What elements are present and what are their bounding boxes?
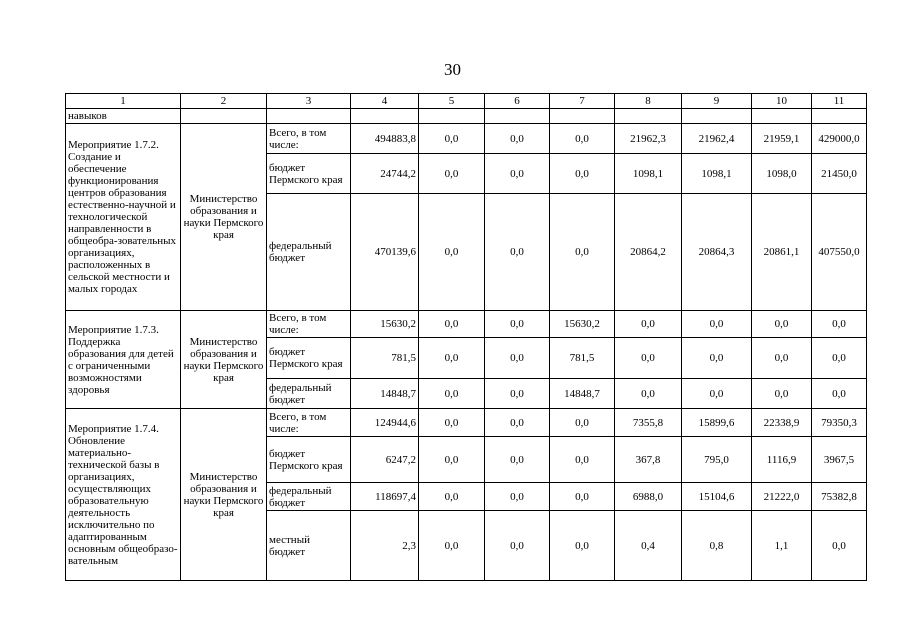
amount-cell: 1098,1: [615, 154, 682, 194]
amount-cell: 0,0: [682, 379, 752, 409]
amount-cell: 0,4: [615, 511, 682, 581]
amount-cell: 0,0: [485, 409, 550, 437]
amount-cell: 24744,2: [351, 154, 419, 194]
measure-executor: Министерство образования и науки Пермского края: [181, 124, 267, 311]
amount-cell: 0,0: [419, 511, 485, 581]
amount-cell: 1098,0: [752, 154, 812, 194]
funding-source: местный бюджет: [267, 511, 351, 581]
amount-cell: 3967,5: [812, 437, 867, 483]
amount-cell: 0,0: [419, 379, 485, 409]
amount-cell: 0,8: [682, 511, 752, 581]
budget-table: [65, 93, 867, 581]
amount-cell: 367,8: [615, 437, 682, 483]
funding-source: Всего, в том числе:: [267, 409, 351, 437]
amount-cell: 7355,8: [615, 409, 682, 437]
amount-cell: 15630,2: [550, 311, 615, 338]
funding-source: федеральный бюджет: [267, 483, 351, 511]
column-header: 8: [615, 94, 682, 109]
amount-cell: 0,0: [752, 338, 812, 379]
column-header: 7: [550, 94, 615, 109]
amount-cell: 15899,6: [682, 409, 752, 437]
funding-source: бюджет Пермского края: [267, 338, 351, 379]
amount-cell: 0,0: [615, 311, 682, 338]
column-header: 5: [419, 94, 485, 109]
column-header: 10: [752, 94, 812, 109]
amount-cell: 0,0: [812, 379, 867, 409]
continuation-row: [66, 109, 867, 124]
amount-cell: 0,0: [485, 124, 550, 154]
amount-cell: 0,0: [419, 437, 485, 483]
amount-cell: 2,3: [351, 511, 419, 581]
column-header: 1: [66, 94, 181, 109]
amount-cell: 124944,6: [351, 409, 419, 437]
amount-cell: 21962,3: [615, 124, 682, 154]
funding-source: бюджет Пермского края: [267, 437, 351, 483]
amount-cell: 1098,1: [682, 154, 752, 194]
amount-cell: 0,0: [419, 409, 485, 437]
amount-cell: 0,0: [615, 379, 682, 409]
table-row: [66, 124, 867, 154]
amount-cell: 0,0: [485, 154, 550, 194]
amount-cell: 15630,2: [351, 311, 419, 338]
measure-title: Мероприятие 1.7.4. Обновление материально-технической базы в организациях, осуществляющих образовательную деятельность исключительно по адаптированным основным общеобразо-вательным: [66, 409, 181, 581]
amount-cell: 0,0: [550, 511, 615, 581]
column-header: 3: [267, 94, 351, 109]
measure-title: Мероприятие 1.7.3. Поддержка образования для детей с ограниченными возможностями здоровья: [66, 311, 181, 409]
funding-source: Всего, в том числе:: [267, 124, 351, 154]
amount-cell: 781,5: [550, 338, 615, 379]
amount-cell: 407550,0: [812, 194, 867, 311]
column-header: 6: [485, 94, 550, 109]
amount-cell: 118697,4: [351, 483, 419, 511]
funding-source: федеральный бюджет: [267, 194, 351, 311]
amount-cell: 0,0: [752, 379, 812, 409]
page-number: 30: [444, 60, 461, 79]
amount-cell: 21959,1: [752, 124, 812, 154]
amount-cell: 0,0: [419, 483, 485, 511]
amount-cell: 0,0: [485, 483, 550, 511]
amount-cell: 6247,2: [351, 437, 419, 483]
column-header: 4: [351, 94, 419, 109]
measure-title: Мероприятие 1.7.2. Создание и обеспечение функционирования центров образования естественно-научной и технологической направленности в общеобра-зовательных организациях, расположенных в сельской местности и малых городах: [66, 124, 181, 311]
amount-cell: 0,0: [419, 338, 485, 379]
amount-cell: 0,0: [419, 154, 485, 194]
amount-cell: 79350,3: [812, 409, 867, 437]
amount-cell: 429000,0: [812, 124, 867, 154]
amount-cell: 0,0: [682, 311, 752, 338]
amount-cell: 21222,0: [752, 483, 812, 511]
amount-cell: 20864,2: [615, 194, 682, 311]
amount-cell: 0,0: [812, 511, 867, 581]
measure-executor: Министерство образования и науки Пермского края: [181, 409, 267, 581]
amount-cell: 0,0: [812, 338, 867, 379]
amount-cell: 0,0: [812, 311, 867, 338]
amount-cell: 21962,4: [682, 124, 752, 154]
funding-source: Всего, в том числе:: [267, 311, 351, 338]
amount-cell: 795,0: [682, 437, 752, 483]
amount-cell: 0,0: [419, 124, 485, 154]
amount-cell: 0,0: [485, 311, 550, 338]
amount-cell: 0,0: [419, 194, 485, 311]
amount-cell: 22338,9: [752, 409, 812, 437]
measure-executor: Министерство образования и науки Пермского края: [181, 311, 267, 409]
amount-cell: 0,0: [682, 338, 752, 379]
amount-cell: 6988,0: [615, 483, 682, 511]
continuation-text: навыков: [66, 109, 181, 124]
amount-cell: 0,0: [615, 338, 682, 379]
amount-cell: 0,0: [550, 154, 615, 194]
amount-cell: 14848,7: [351, 379, 419, 409]
amount-cell: 0,0: [752, 311, 812, 338]
column-header: 11: [812, 94, 867, 109]
amount-cell: 0,0: [550, 483, 615, 511]
amount-cell: 0,0: [485, 194, 550, 311]
amount-cell: 75382,8: [812, 483, 867, 511]
amount-cell: 494883,8: [351, 124, 419, 154]
amount-cell: 470139,6: [351, 194, 419, 311]
amount-cell: 0,0: [419, 311, 485, 338]
amount-cell: 0,0: [550, 437, 615, 483]
column-header: 2: [181, 94, 267, 109]
amount-cell: 14848,7: [550, 379, 615, 409]
table-row: [66, 311, 867, 338]
column-header-row: [66, 94, 867, 109]
column-header: 9: [682, 94, 752, 109]
amount-cell: 20864,3: [682, 194, 752, 311]
amount-cell: 0,0: [550, 409, 615, 437]
funding-source: бюджет Пермского края: [267, 154, 351, 194]
amount-cell: 0,0: [485, 437, 550, 483]
amount-cell: 0,0: [485, 511, 550, 581]
amount-cell: 0,0: [485, 338, 550, 379]
table-row: [66, 409, 867, 437]
amount-cell: 15104,6: [682, 483, 752, 511]
amount-cell: 0,0: [550, 194, 615, 311]
funding-source: федеральный бюджет: [267, 379, 351, 409]
amount-cell: 0,0: [550, 124, 615, 154]
amount-cell: 20861,1: [752, 194, 812, 311]
amount-cell: 1116,9: [752, 437, 812, 483]
amount-cell: 0,0: [485, 379, 550, 409]
amount-cell: 21450,0: [812, 154, 867, 194]
amount-cell: 781,5: [351, 338, 419, 379]
amount-cell: 1,1: [752, 511, 812, 581]
